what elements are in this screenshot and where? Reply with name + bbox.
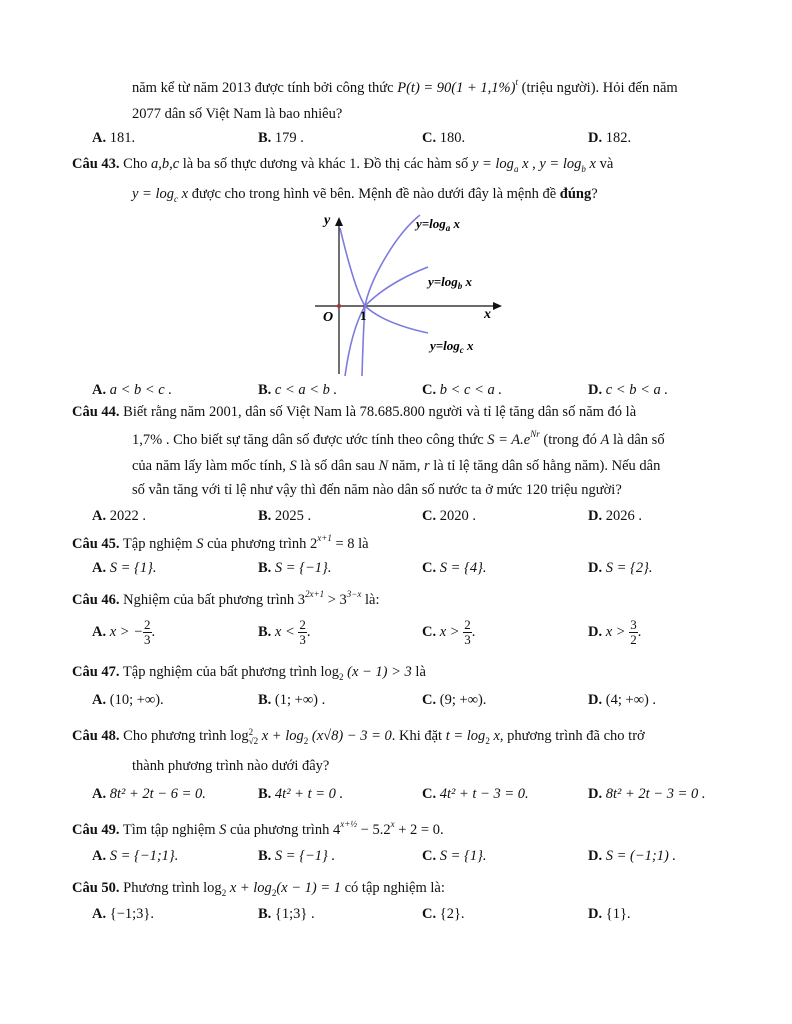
q49-number: Câu 49.: [72, 822, 120, 838]
q47-option-c[interactable]: C. (9; +∞).: [422, 692, 487, 708]
q47-number: Câu 47.: [72, 664, 120, 680]
q48-line2: thành phương trình nào dưới đây?: [132, 758, 330, 774]
q42-line2: 2077 dân số Việt Nam là bao nhiêu?: [132, 106, 343, 122]
q43-option-b[interactable]: B. c < a < b .: [258, 382, 338, 398]
fraction: $\frac{3}{2}$: [630, 617, 637, 647]
q43-option-d[interactable]: D. c < b < a .: [588, 382, 668, 398]
q42-option-d[interactable]: D. 182.: [588, 130, 632, 146]
q44-number: Câu 44.: [72, 404, 120, 420]
q43-line1: Câu 43. Cho a,b,c là ba số thực dương và khác 1. Đồ thị các hàm số $y = \log_a x$ , $y = \log_b x$ và: [72, 156, 614, 174]
label-log-c: $y=\log_c$ x: [430, 338, 474, 355]
q42-formula: P(t) = 90(1 + 1,1%): [397, 80, 516, 96]
q42-text-post: (triệu người). Hỏi đến năm: [517, 80, 678, 96]
q44-option-d[interactable]: D. 2026 .: [588, 508, 642, 524]
q44-line1: Câu 44. Biết rằng năm 2001, dân số Việt Nam là 78.685.800 người và tỉ lệ tăng dân số năm đó là: [72, 404, 637, 420]
q48-number: Câu 48.: [72, 728, 120, 744]
fraction: $\frac{2}{3}$: [299, 617, 306, 647]
curve-log-b: [345, 267, 428, 376]
q42-formula-exp: t: [515, 77, 518, 87]
q45-option-a[interactable]: A. S = {1}.: [92, 560, 157, 576]
q46-line1: Câu 46. Nghiệm của bất phương trình $3^{2x+1} > 3^{3-x}$ là:: [72, 589, 380, 608]
q47-option-a[interactable]: A. (10; +∞).: [92, 692, 164, 708]
q42-line1: [132, 78, 678, 98]
q49-option-a[interactable]: A. S = {−1;1}.: [92, 848, 179, 864]
q49-option-d[interactable]: D. S = (−1;1) .: [588, 848, 677, 864]
q50-line1: Câu 50. Phương trình $\log_2 x + \log_2(x - 1) = 1$ có tập nghiệm là:: [72, 880, 445, 898]
origin-point: [337, 304, 341, 308]
q46-option-b[interactable]: B. x < $\frac{2}{3}$ .: [258, 617, 311, 647]
q50-option-d[interactable]: D. {1}.: [588, 906, 631, 922]
q49-line1: Câu 49. Tìm tập nghiệm S của phương trình $4^{x+\frac{1}{2}} - 5.2^x + 2 = 0$.: [72, 819, 444, 838]
q45-option-d[interactable]: D. S = {2}.: [588, 560, 653, 576]
q44-option-b[interactable]: B. 2025 .: [258, 508, 312, 524]
q47-option-d[interactable]: D. (4; +∞) .: [588, 692, 657, 708]
q42-text: năm kể từ năm 2013 được tính bởi công thức: [132, 80, 398, 96]
x-axis-label: x: [484, 307, 491, 322]
q48-option-b[interactable]: B. 4t² + t = 0 .: [258, 786, 344, 802]
label-log-b: $y=\log_b$ x: [428, 274, 473, 291]
q45-number: Câu 45.: [72, 536, 120, 552]
q49-option-b[interactable]: B. S = {−1} .: [258, 848, 336, 864]
q47-line1: Câu 47. Tập nghiệm của bất phương trình $\log_2 (x - 1) > 3$ là: [72, 664, 426, 682]
q42-option-c[interactable]: C. 180.: [422, 130, 466, 146]
q44-line2: 1,7% . Cho biết sự tăng dân số được ước tính theo công thức $S = A.e^{Nr}$ (trong đó A là dân số: [132, 429, 665, 448]
q46-option-d[interactable]: D. x > $\frac{3}{2}$ .: [588, 617, 642, 647]
q45-line1: Câu 45. Tập nghiệm S của phương trình $2^{x+1} = 8$ là: [72, 533, 369, 552]
q50-option-a[interactable]: A. {−1;3}.: [92, 906, 154, 922]
q43-number: Câu 43.: [72, 156, 120, 172]
q43-option-a[interactable]: A. a < b < c .: [92, 382, 172, 398]
q45-option-c[interactable]: C. S = {4}.: [422, 560, 487, 576]
q48-option-a[interactable]: A. 8t² + 2t − 6 = 0.: [92, 786, 206, 802]
label-log-a: $y=\log_a$ x: [416, 216, 461, 233]
q48-option-c[interactable]: C. 4t² + t − 3 = 0.: [422, 786, 529, 802]
q50-number: Câu 50.: [72, 880, 120, 896]
curve-log-a: [362, 215, 420, 376]
q46-option-c[interactable]: C. x > $\frac{2}{3}$ .: [422, 617, 476, 647]
y-axis-arrow: [335, 217, 343, 226]
fraction: $\frac{2}{3}$: [144, 617, 151, 647]
y-axis-label: y: [324, 213, 331, 228]
q45-option-b[interactable]: B. S = {−1}.: [258, 560, 332, 576]
origin-label: O: [323, 310, 334, 325]
q42-option-a[interactable]: A. 181.: [92, 130, 136, 146]
q43-line2: $y = \log_c x$ được cho trong hình vẽ bên. Mệnh đề nào dưới đây là mệnh đề đúng?: [132, 186, 598, 204]
curve-log-c: [340, 228, 428, 333]
x-axis-arrow: [493, 302, 502, 310]
q49-option-c[interactable]: C. S = {1}.: [422, 848, 487, 864]
q48-line1: Câu 48. Cho phương trình log 2 √2 $x + \log_2 (x√8) - 3 = 0$. Khi đặt $t = \log_2 x$, phương trình đã cho trở: [72, 726, 645, 746]
q50-option-b[interactable]: B. {1;3} .: [258, 906, 315, 922]
q46-number: Câu 46.: [72, 592, 120, 608]
q44-line3: của năm lấy làm mốc tính, S là số dân sau N năm, r là tỉ lệ tăng dân số hằng năm). Nếu dân: [132, 458, 661, 474]
q48-option-d[interactable]: D. 8t² + 2t − 3 = 0 .: [588, 786, 706, 802]
q43-option-c[interactable]: C. b < c < a .: [422, 382, 502, 398]
q42-option-b[interactable]: B. 179 .: [258, 130, 304, 146]
q44-option-c[interactable]: C. 2020 .: [422, 508, 476, 524]
log-graph: [310, 210, 510, 378]
q44-option-a[interactable]: A. 2022 .: [92, 508, 146, 524]
q46-option-a[interactable]: A. x > − $\frac{2}{3}$ .: [92, 617, 156, 647]
fraction: $\frac{2}{3}$: [464, 617, 471, 647]
q44-line4: số vẫn tăng với tỉ lệ như vậy thì đến năm nào dân số nước ta ở mức 120 triệu người?: [132, 482, 622, 498]
one-label: 1: [360, 308, 367, 323]
q47-option-b[interactable]: B. (1; +∞) .: [258, 692, 326, 708]
q50-option-c[interactable]: C. {2}.: [422, 906, 465, 922]
